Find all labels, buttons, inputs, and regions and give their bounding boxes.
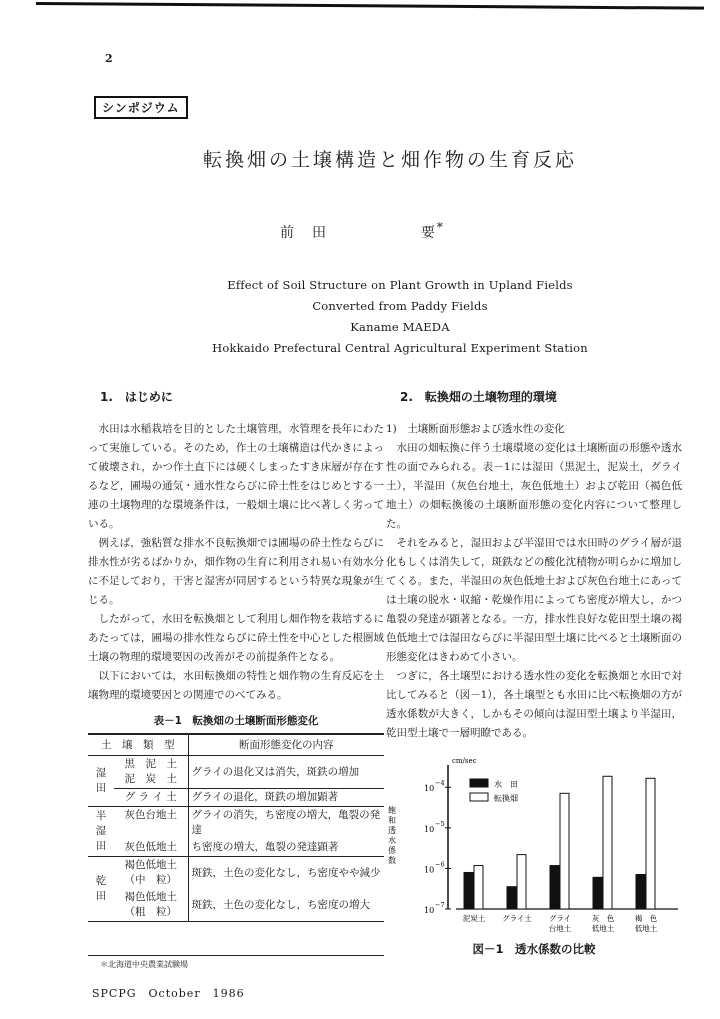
table-type-cell: 灰色台地土 <box>114 807 188 840</box>
table-row <box>88 889 384 922</box>
table-header-change: 断面形態変化の内容 <box>188 734 384 756</box>
y-tick-exponent: −5 <box>435 819 445 828</box>
y-unit-label: cm/sec <box>452 757 477 765</box>
y-axis-label-char: 数 <box>388 856 396 865</box>
page-number: 2 <box>105 52 113 65</box>
y-axis-label-char: 飽 <box>388 806 396 815</box>
table-row <box>88 857 384 890</box>
top-rule <box>36 2 704 10</box>
table-type-cell <box>114 857 188 890</box>
bar-paddy <box>550 866 559 909</box>
paragraph: 以下においては，水田転換畑の特性と畑作物の生育反応を土壌物理的環境要因との関連でのべてみる。 <box>88 670 384 701</box>
y-tick-label: 10 <box>424 906 435 915</box>
table-row <box>88 807 384 840</box>
x-tick-label: 低地土 <box>591 924 615 933</box>
bar-upland <box>603 776 612 909</box>
subsection-heading: 1) 土壌断面形態および透水性の変化 <box>386 423 565 435</box>
journal-footer: SPCPG October 1986 <box>92 987 245 1000</box>
paragraph: 例えば，強粘質な排水不良転換畑では圃場の砕土性ならびに排水性が劣るばかりか，畑作物の生育に利用され易い有効水分に不足しており，干害と湿害が同居するという特異な現象が生じる。 <box>88 537 384 606</box>
author <box>280 220 445 242</box>
x-tick-label: 泥炭土 <box>462 914 486 923</box>
author-family-name: 前 田 <box>280 224 328 241</box>
paragraph: つぎに，各土壌型における透水性の変化を転換畑と水田で対比してみると（図－1），各土壌型とも水田に比べ転換畑の方が透水係数が大きく，しかもその傾向は湿田型土壌より半湿田，乾田型土壌で一層明瞭である。 <box>386 670 682 739</box>
y-tick-label: 10 <box>424 865 435 875</box>
bar-upland <box>474 866 483 909</box>
english-affiliation: Hokkaido Prefectural Central Agricultural Experiment Station <box>212 341 588 355</box>
table-type-cell: 灰色低地土 <box>114 839 188 857</box>
bar-paddy <box>593 877 602 909</box>
table-row <box>88 839 384 857</box>
english-title-line1: Effect of Soil Structure on Plant Growth in Upland Fields <box>227 278 573 292</box>
legend-label: 水 田 <box>494 780 518 789</box>
x-tick-label: 褐 色 <box>634 914 658 923</box>
soil-profile-table <box>88 733 384 922</box>
bar-upland <box>560 793 569 909</box>
y-tick-exponent: −4 <box>435 779 445 788</box>
legend-swatch <box>470 793 488 801</box>
table-change-cell: グライの退化，斑鉄の増加顕著 <box>188 789 384 807</box>
paragraph: したがって，水田を転換畑として利用し畑作物を栽培するにあたっては，圃場の排水性ならびに砕土性を中心とした根圏域土壌の物理的環境要因の改善がその前提条件となる。 <box>88 613 384 663</box>
legend-label: 転換畑 <box>494 794 518 803</box>
english-author: Kaname MAEDA <box>350 320 450 334</box>
column-right-text <box>386 420 682 743</box>
table-change-cell: 斑鉄，土色の変化なし，ち密度の増大 <box>191 898 370 911</box>
x-tick-label: グライ土 <box>502 914 532 923</box>
table-caption: 表－1 転換畑の土壌断面形態変化 <box>153 715 319 727</box>
table-group-cell: 半湿田 <box>88 807 114 857</box>
bar-paddy <box>464 872 473 909</box>
bar-upland <box>646 778 655 909</box>
article-title: 転換畑の土壌構造と畑作物の生育反応 <box>202 149 577 171</box>
y-tick-exponent: −6 <box>435 860 445 869</box>
table-type-cell: グ ラ イ 土 <box>114 789 188 807</box>
soil-type: 褐色低地土 <box>124 891 177 903</box>
x-tick-label: 低地土 <box>634 924 658 933</box>
english-title-line2: Converted from Paddy Fields <box>312 299 488 313</box>
table-change-cell: グライの退化又は消失，斑鉄の増加 <box>191 765 360 778</box>
bar-upland <box>517 855 526 909</box>
table-change-cell: 斑鉄，土色の変化なし，ち密度やや減少 <box>188 857 384 890</box>
paragraph: 水田は水稲栽培を目的とした土壌管理，水管理を長年にわたって実施している。そのため，作土の土壌構造は代かきによって破壊され，かつ作土直下には硬くしまったすき床層が存在するなど，圃場の通気・通水性ならびに砕土性をはじめとする一連の土壌物理的な環境条件は，一般畑土壌に比べ著しく劣っている。 <box>88 423 384 530</box>
paragraph: それをみると，湿田および半湿田では水田時のグライ層が退化もしくは消失して，斑鉄などの酸化沈積物が明らかに増加してくる。また，半湿田の灰色低地土および灰色台地土にあっては土壌の脱水・収縮・乾燥作用によってち密度が増大し，かつ亀裂の発達が顕著となる。一方，排水性良好な乾田型土壌の褐色低地土では湿田ならびに半湿田型土壌に比べると土壌断面の形態変化はきわめて小さい。 <box>386 537 682 663</box>
y-axis-label-char: 係 <box>388 846 396 855</box>
figure-caption: 図－1 透水係数の比較 <box>472 942 596 956</box>
column-left <box>88 420 384 922</box>
permeability-chart <box>386 751 682 941</box>
table-type-cell <box>114 889 188 922</box>
section1-heading: 1. はじめに <box>100 390 173 404</box>
soil-type: （粗 粒） <box>124 906 177 918</box>
soil-type: 褐色低地土 <box>124 859 177 871</box>
soil-type: 黒 泥 土 <box>124 758 177 770</box>
y-tick-label: 10 <box>424 824 435 834</box>
x-tick-label: グライ <box>548 914 572 923</box>
table-header-soil-type: 土 壌 類 型 <box>88 734 188 756</box>
author-footnote-mark: * <box>436 220 445 234</box>
section-badge: シンポジウム <box>94 96 188 119</box>
legend-swatch <box>470 779 488 787</box>
bar-paddy <box>507 887 516 909</box>
x-tick-label: 台地土 <box>548 924 572 933</box>
table-change-cell: グライの消失，ち密度の増大，亀裂の発達 <box>188 807 384 840</box>
y-tick-exponent: −7 <box>435 901 445 909</box>
paragraph: 水田の畑転換に伴う土壌環境の変化は土壌断面の形態や透水性の面でみられる。表－1には湿田（黒泥土，泥炭土，グライ土），半湿田（灰色台地土，灰色低地土）および乾田（褐色低地土）の畑転換後の土壌断面形態の変化内容について整理した。 <box>386 442 682 530</box>
column-left-text <box>88 420 384 705</box>
y-tick-label: 10 <box>424 784 435 794</box>
table-type-cell <box>114 756 188 789</box>
figure-1 <box>386 751 682 941</box>
column-right <box>386 420 682 957</box>
author-given-name: 要 <box>420 224 437 241</box>
section2-heading: 2. 転換畑の土壌物理的環境 <box>400 390 557 404</box>
table-change-cell: ち密度の増大，亀裂の発達顕著 <box>191 841 339 853</box>
soil-type: 泥 炭 土 <box>124 773 177 785</box>
table-row <box>88 789 384 807</box>
footnote-rule <box>88 955 384 956</box>
y-axis-label-char: 水 <box>388 836 396 845</box>
y-axis-label-char: 和 <box>388 816 396 825</box>
table-group-cell: 乾田 <box>88 857 114 922</box>
table-group-cell: 湿田 <box>95 767 107 794</box>
bar-paddy <box>636 875 645 910</box>
english-title-block <box>150 275 650 359</box>
x-tick-label: 灰 色 <box>591 914 615 923</box>
soil-type: （中 粒） <box>124 874 177 886</box>
table-row <box>88 756 384 789</box>
footnote: ＊北海道中央農業試験場 <box>100 960 188 969</box>
y-axis-label-char: 透 <box>388 826 396 835</box>
